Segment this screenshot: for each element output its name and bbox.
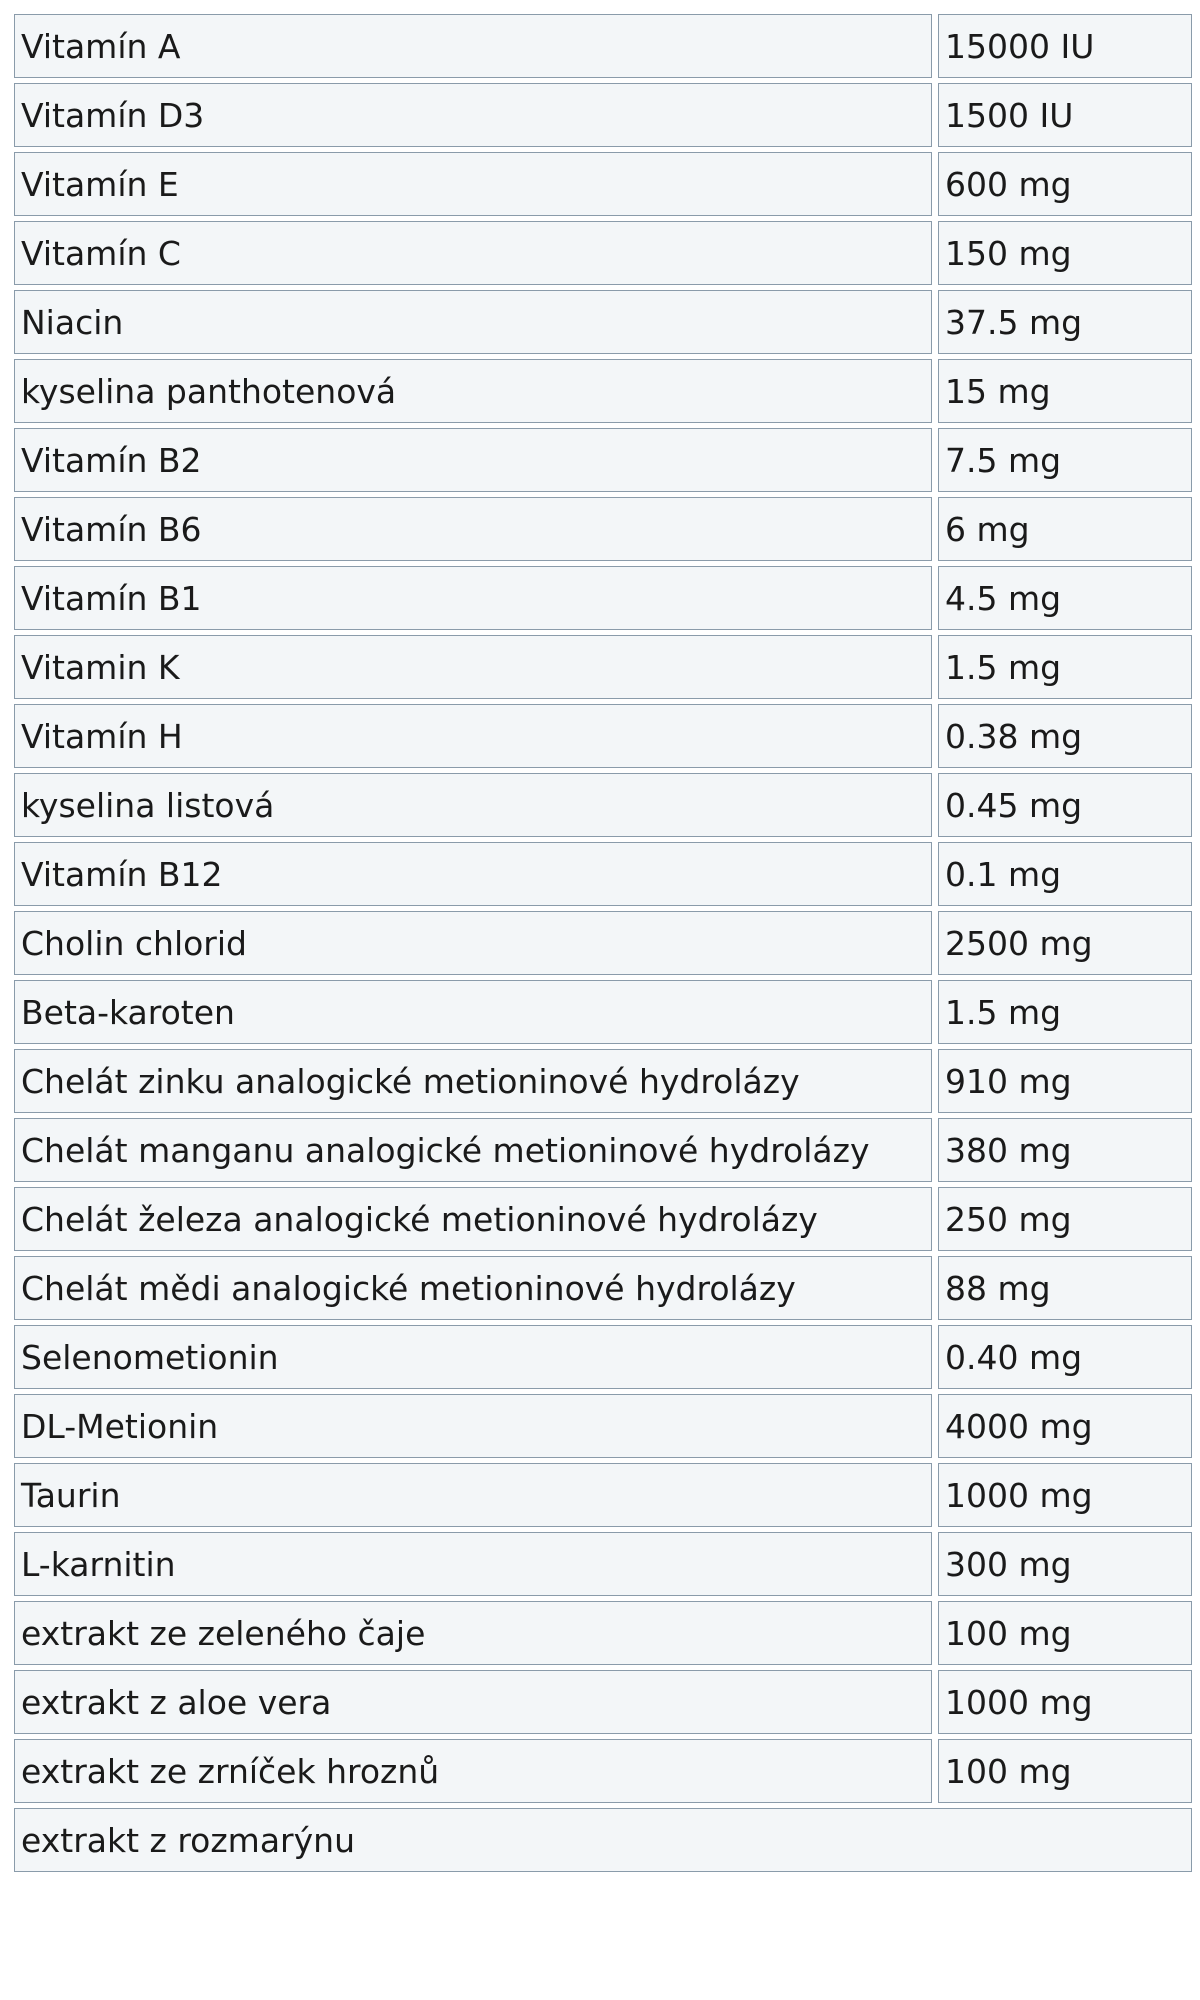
ingredient-name-cell: Vitamin K <box>14 635 932 699</box>
ingredient-name-cell: extrakt ze zrníček hroznů <box>14 1739 932 1803</box>
table-row-last <box>14 1808 1192 1872</box>
table-row <box>14 1670 1192 1734</box>
ingredient-value-cell: 4.5 mg <box>938 566 1192 630</box>
ingredient-value-cell: 380 mg <box>938 1118 1192 1182</box>
table-row <box>14 842 1192 906</box>
ingredient-name-cell: Vitamín B12 <box>14 842 932 906</box>
ingredient-name-cell: Chelát železa analogické metioninové hydrolázy <box>14 1187 932 1251</box>
ingredient-name-cell: Beta-karoten <box>14 980 932 1044</box>
table-row <box>14 1187 1192 1251</box>
ingredient-name-cell: Chelát mědi analogické metioninové hydrolázy <box>14 1256 932 1320</box>
table-row <box>14 1532 1192 1596</box>
ingredient-name-cell: Selenometionin <box>14 1325 932 1389</box>
ingredients-table-body <box>14 14 1192 1872</box>
ingredient-name-cell: Vitamín B6 <box>14 497 932 561</box>
ingredient-value-cell: 37.5 mg <box>938 290 1192 354</box>
ingredient-name-cell: extrakt ze zeleného čaje <box>14 1601 932 1665</box>
ingredient-value-cell: 600 mg <box>938 152 1192 216</box>
ingredient-name-cell: Vitamín B1 <box>14 566 932 630</box>
ingredient-name-cell: Vitamín D3 <box>14 83 932 147</box>
ingredient-name-cell: kyselina listová <box>14 773 932 837</box>
ingredient-value-cell: 150 mg <box>938 221 1192 285</box>
ingredient-value-cell: 0.45 mg <box>938 773 1192 837</box>
ingredient-value-cell: 15 mg <box>938 359 1192 423</box>
ingredient-value-cell: 250 mg <box>938 1187 1192 1251</box>
ingredient-name-cell: extrakt z aloe vera <box>14 1670 932 1734</box>
table-row <box>14 980 1192 1044</box>
ingredient-name-cell: L-karnitin <box>14 1532 932 1596</box>
ingredient-value-cell: 300 mg <box>938 1532 1192 1596</box>
table-row <box>14 1049 1192 1113</box>
ingredient-name-cell-full: extrakt z rozmarýnu <box>14 1808 1192 1872</box>
ingredient-value-cell: 15000 IU <box>938 14 1192 78</box>
ingredient-name-cell: Chelát manganu analogické metioninové hydrolázy <box>14 1118 932 1182</box>
table-row <box>14 773 1192 837</box>
ingredient-name-cell: Vitamín B2 <box>14 428 932 492</box>
ingredient-name-cell: Vitamín C <box>14 221 932 285</box>
table-row <box>14 1256 1192 1320</box>
ingredients-table <box>14 9 1192 1877</box>
ingredient-value-cell: 2500 mg <box>938 911 1192 975</box>
table-row <box>14 1118 1192 1182</box>
ingredient-value-cell: 6 mg <box>938 497 1192 561</box>
table-row <box>14 152 1192 216</box>
ingredients-table-container <box>14 14 1192 1877</box>
ingredient-name-cell: Vitamín E <box>14 152 932 216</box>
table-row <box>14 428 1192 492</box>
ingredient-name-cell: Cholin chlorid <box>14 911 932 975</box>
table-row <box>14 635 1192 699</box>
table-row <box>14 1394 1192 1458</box>
ingredient-value-cell: 0.1 mg <box>938 842 1192 906</box>
ingredient-value-cell: 0.38 mg <box>938 704 1192 768</box>
ingredient-name-cell: Taurin <box>14 1463 932 1527</box>
ingredient-value-cell: 1.5 mg <box>938 980 1192 1044</box>
ingredient-value-cell: 1.5 mg <box>938 635 1192 699</box>
ingredient-value-cell: 910 mg <box>938 1049 1192 1113</box>
ingredient-name-cell: Chelát zinku analogické metioninové hydrolázy <box>14 1049 932 1113</box>
ingredient-name-cell: Vitamín A <box>14 14 932 78</box>
ingredient-value-cell: 1500 IU <box>938 83 1192 147</box>
ingredient-value-cell: 88 mg <box>938 1256 1192 1320</box>
ingredient-name-cell: kyselina panthotenová <box>14 359 932 423</box>
ingredient-name-cell: Vitamín H <box>14 704 932 768</box>
table-row <box>14 566 1192 630</box>
ingredient-name-cell: DL-Metionin <box>14 1394 932 1458</box>
table-row <box>14 83 1192 147</box>
ingredient-value-cell: 0.40 mg <box>938 1325 1192 1389</box>
ingredient-value-cell: 4000 mg <box>938 1394 1192 1458</box>
ingredient-value-cell: 100 mg <box>938 1601 1192 1665</box>
table-row <box>14 497 1192 561</box>
table-row <box>14 1463 1192 1527</box>
ingredient-value-cell: 1000 mg <box>938 1463 1192 1527</box>
table-row <box>14 14 1192 78</box>
table-row <box>14 221 1192 285</box>
ingredient-value-cell: 1000 mg <box>938 1670 1192 1734</box>
ingredient-value-cell: 100 mg <box>938 1739 1192 1803</box>
table-row <box>14 359 1192 423</box>
table-row <box>14 1325 1192 1389</box>
ingredient-name-cell: Niacin <box>14 290 932 354</box>
table-row <box>14 290 1192 354</box>
table-row <box>14 911 1192 975</box>
ingredient-value-cell: 7.5 mg <box>938 428 1192 492</box>
table-row <box>14 704 1192 768</box>
table-row <box>14 1601 1192 1665</box>
table-row <box>14 1739 1192 1803</box>
